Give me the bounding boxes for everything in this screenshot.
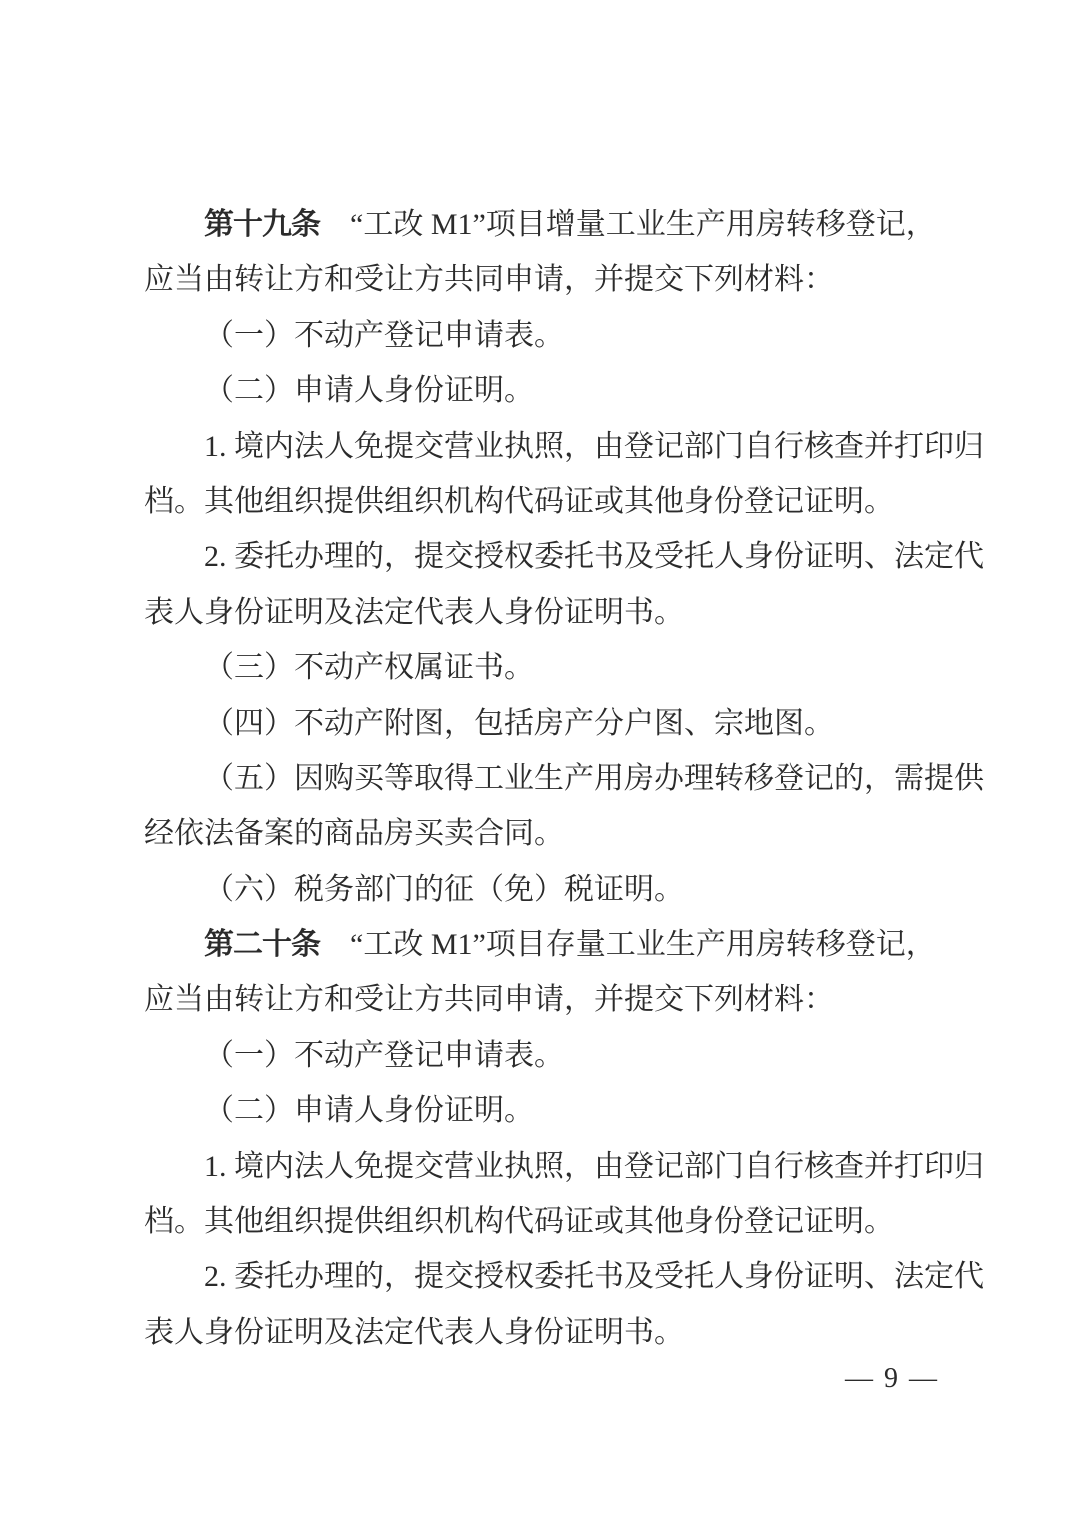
- text-run: “工改 M1”项目存量工业生产用房转移登记，: [320, 928, 936, 962]
- text-run: （六）税务部门的征（免）税证明。: [204, 872, 684, 906]
- text-line: [144, 1028, 944, 1083]
- text-line: [144, 529, 984, 584]
- text-line: [144, 696, 944, 751]
- text-line: [144, 585, 944, 640]
- text-run: 应当由转让方和受让方共同申请，并提交下列材料：: [144, 983, 834, 1017]
- text-line: [144, 1249, 984, 1304]
- text-run: （五）因购买等取得工业生产用房办理转移登记的，需提供: [204, 761, 984, 795]
- text-run: （二）申请人身份证明。: [204, 1094, 534, 1128]
- text-run: 档。其他组织提供组织机构代码证或其他身份登记证明。: [144, 484, 894, 518]
- text-line: [144, 751, 984, 806]
- text-run: 经依法备案的商品房买卖合同。: [144, 817, 564, 851]
- text-run: 2. 委托办理的，提交授权委托书及受托人身份证明、法定代: [204, 1260, 984, 1294]
- text-run: （一）不动产登记申请表。: [204, 1038, 564, 1072]
- text-line: [144, 197, 944, 252]
- text-run: 档。其他组织提供组织机构代码证或其他身份登记证明。: [144, 1205, 894, 1239]
- text-run: （三）不动产权属证书。: [204, 651, 534, 685]
- text-line: [144, 862, 944, 917]
- text-run: 2. 委托办理的，提交授权委托书及受托人身份证明、法定代: [204, 540, 984, 574]
- text-line: [144, 640, 944, 695]
- text-line: [144, 419, 984, 474]
- text-run: （四）不动产附图，包括房产分户图、宗地图。: [204, 706, 834, 740]
- text-line: [144, 806, 944, 861]
- text-line: [144, 1083, 944, 1138]
- page-number: — 9 —: [845, 1363, 939, 1394]
- text-run: （二）申请人身份证明。: [204, 374, 534, 408]
- text-run: 1. 境内法人免提交营业执照，由登记部门自行核查并打印归: [204, 429, 984, 463]
- text-run: 1. 境内法人免提交营业执照，由登记部门自行核查并打印归: [204, 1149, 984, 1183]
- text-line: [144, 972, 944, 1027]
- text-line: [144, 917, 944, 972]
- text-run: （一）不动产登记申请表。: [204, 318, 564, 352]
- text-line: [144, 252, 944, 307]
- article-number: 第二十条: [204, 928, 320, 962]
- text-run: 应当由转让方和受让方共同申请，并提交下列材料：: [144, 263, 834, 297]
- text-line: [144, 474, 944, 529]
- text-line: [144, 308, 944, 363]
- text-line: [144, 1194, 944, 1249]
- text-line: [144, 1305, 944, 1360]
- document-body: [144, 197, 984, 1360]
- article-number: 第十九条: [204, 208, 320, 241]
- text-line: [144, 363, 944, 418]
- text-run: 表人身份证明及法定代表人身份证明书。: [144, 595, 684, 629]
- text-run: “工改 M1”项目增量工业生产用房转移登记，: [320, 208, 936, 241]
- text-line: [144, 1139, 984, 1194]
- text-run: 表人身份证明及法定代表人身份证明书。: [144, 1315, 684, 1349]
